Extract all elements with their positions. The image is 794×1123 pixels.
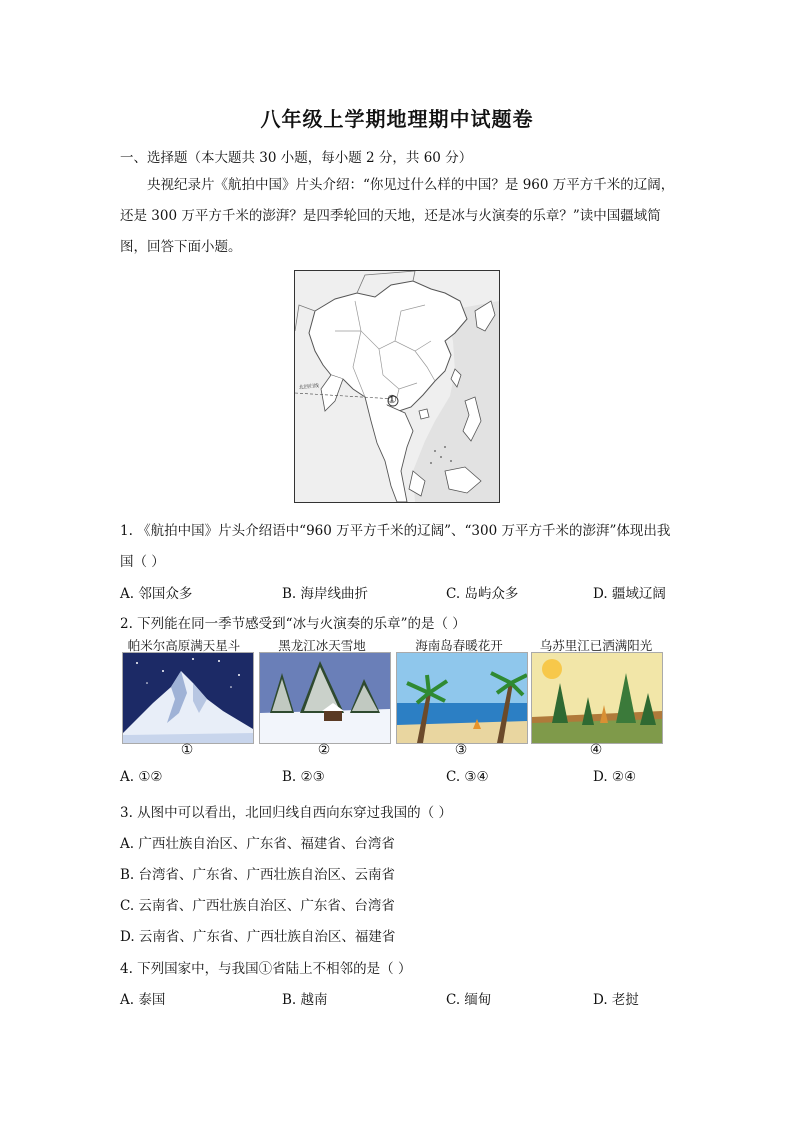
q1-option-d[interactable]: D. 疆域辽阔 (593, 586, 666, 602)
map-marker-1: ① (387, 393, 397, 406)
picture-3-caption: 海南岛春暖花开 (415, 638, 503, 653)
q1-option-b[interactable]: B. 海岸线曲折 (282, 586, 369, 602)
intro-paragraph (120, 170, 680, 263)
q3-option-b[interactable]: B. 台湾省、广东省、广西壮族自治区、云南省 (120, 867, 396, 883)
q1-option-c[interactable]: C. 岛屿众多 (446, 586, 519, 602)
q4-option-c[interactable]: C. 缅甸 (446, 992, 492, 1008)
q2-option-c[interactable]: C. ③④ (446, 769, 489, 785)
q3-stem: 3. 从图中可以看出，北回归线自西向东穿过我国的（ ） (120, 805, 452, 821)
q1-option-a[interactable]: A. 邻国众多 (120, 586, 193, 602)
intro-line-2: 还是 300 万平方千米的澎湃？是四季轮回的天地，还是冰与火演奏的乐章？”读中国疆域简 (120, 208, 661, 224)
q3-option-d[interactable]: D. 云南省、广东省、广西壮族自治区、福建省 (120, 929, 396, 945)
q3-option-a[interactable]: A. 广西壮族自治区、广东省、福建省、台湾省 (120, 836, 395, 852)
q2-option-a[interactable]: A. ①② (120, 769, 163, 785)
q3-option-c[interactable]: C. 云南省、广西壮族自治区、广东省、台湾省 (120, 898, 395, 914)
intro-line-1: 央视纪录片《航拍中国》片头介绍：“你见过什么样的中国？是 960 万平方千米的辽阔， (147, 177, 675, 193)
picture-1-caption: 帕米尔高原满天星斗 (127, 638, 241, 653)
map-drawing (295, 271, 499, 502)
q2-option-d[interactable]: D. ②④ (593, 769, 637, 785)
q2-stem: 2. 下列能在同一季节感受到“冰与火演奏的乐章”的是（ ） (120, 616, 466, 632)
picture-3-number: ③ (454, 742, 468, 758)
picture-heilongjiang (259, 652, 391, 744)
picture-4-number: ④ (589, 742, 603, 758)
q4-option-a[interactable]: A. 泰国 (120, 992, 166, 1008)
picture-2-caption: 黑龙江冰天雪地 (278, 638, 366, 653)
picture-1-number: ① (180, 742, 194, 758)
tropic-label: 北回归线 (298, 382, 320, 392)
intro-line-3: 图，回答下面小题。 (120, 239, 242, 255)
china-territory-map (294, 270, 500, 503)
picture-4-caption: 乌苏里江已洒满阳光 (539, 638, 653, 653)
q4-option-b[interactable]: B. 越南 (282, 992, 328, 1008)
q4-stem: 4. 下列国家中，与我国①省陆上不相邻的是（ ） (120, 961, 412, 977)
picture-wusuli (531, 652, 663, 744)
picture-pamir (122, 652, 254, 744)
q2-option-b[interactable]: B. ②③ (282, 769, 325, 785)
picture-hainan (396, 652, 528, 744)
q1-stem-line-2: 国（ ） (120, 554, 165, 570)
page-title: 八年级上学期地理期中试题卷 (260, 107, 534, 131)
section-heading: 一、选择题（本大题共 30 小题，每小题 2 分，共 60 分） (120, 150, 473, 166)
picture-2-number: ② (317, 742, 331, 758)
q4-option-d[interactable]: D. 老挝 (593, 992, 639, 1008)
q1-stem-line-1: 1. 《航拍中国》片头介绍语中“960 万平方千米的辽阔”、“300 万平方千米的澎湃”体现出我 (120, 523, 671, 539)
